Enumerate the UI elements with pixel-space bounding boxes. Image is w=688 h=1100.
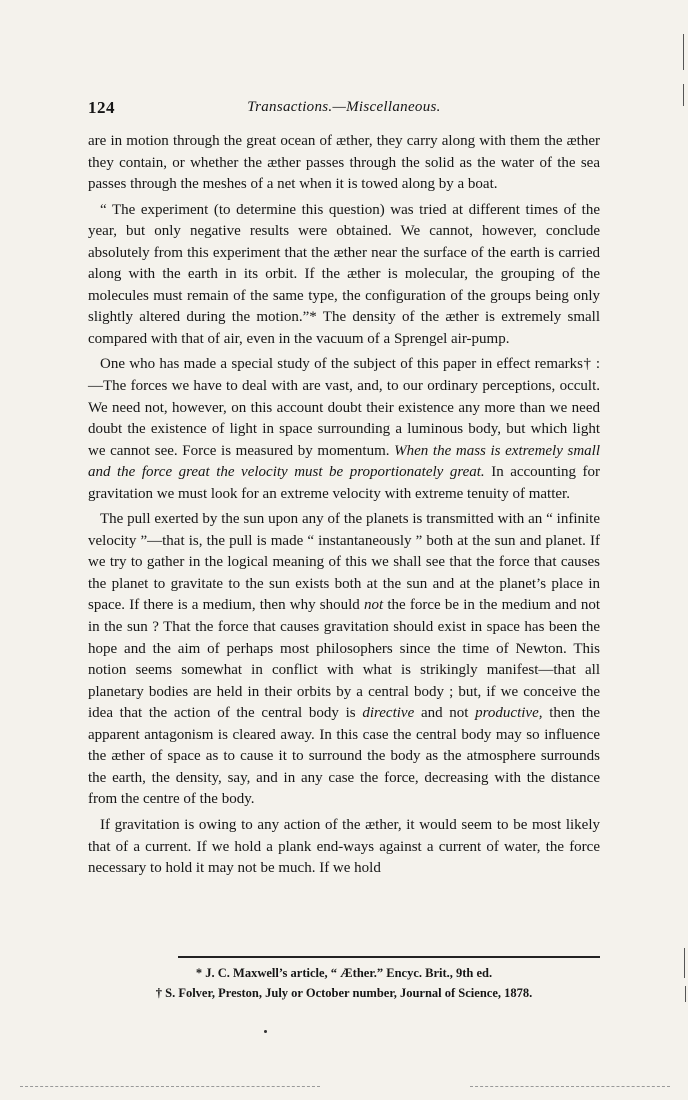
scan-edge-mark (685, 986, 686, 1002)
scan-bottom-mark (470, 1086, 670, 1087)
paragraph-continuation: are in motion through the great ocean of æther, they carry along with them the æther they contain, or whether the æther passes through the solid as the water of the sea passes through the meshes of a net when it is towed along by a boat. (88, 133, 600, 193)
footnote-rule (178, 956, 600, 958)
paragraph-pull-italic-directive: directive (362, 705, 415, 722)
page-number: 124 (88, 98, 115, 117)
footnote-maxwell: * J. C. Maxwell’s article, “ Æther.” Encyc. Brit., 9th ed. (195, 966, 493, 980)
paragraph-forces (88, 354, 600, 505)
paragraph-pull-italic-not: not (364, 597, 384, 614)
paragraph-pull-text-c: then the apparent antagonism is cleared away. In this case the central body may so influence the æther of space as to cause it to surround the body as the atmosphere surrounds the earth, the density, say, and in any case the force, decreasing with the distance from the centre of the body. (88, 705, 601, 808)
scan-edge-mark (683, 34, 684, 70)
paragraph-pull-italic-productive: productive, (475, 705, 543, 722)
page-header (88, 98, 600, 122)
footnote-folver: † S. Folver, Preston, July or October number, Journal of Science, 1878. (155, 986, 533, 1000)
scan-bottom-mark (20, 1086, 320, 1087)
scan-speck (264, 1030, 267, 1033)
running-title: Transactions.—Miscellaneous. (247, 99, 441, 115)
paragraph-forces-text-a: One who has made a special study of the subject of this paper in effect remarks† :—The forces we have to deal with are vast, and, to our ordinary perceptions, occult. We need not, however, on this account doubt their existence any more than we need doubt the existence of light in space surrounding a luminous body, but which light we cannot see. Force is measured by momentum. (88, 356, 600, 459)
paragraph-pull-and-not: and not (420, 705, 469, 722)
scan-edge-mark (684, 948, 685, 978)
paragraph-pull-text-b: the force be in the medium and not in the sun ? That the force that causes gravitation should exist in space has been the hope and the aim of perhaps most philosophers since the time of Newton. This notion seems somewhat in conflict with what is strikingly manifest—that all planetary bodies are held in their orbits by a central body ; but, if we conceive the idea that the action of the central body is (88, 597, 601, 722)
paragraph-pull-text-a: The pull exerted by the sun upon any of the planets is transmitted with an “ infinite velocity ”—that is, the pull is made “ instantaneously ” both at the sun and planet. If we try to gather in the logical meaning of this we shall see that the force that causes the planet to gravitate to the sun exists both at the sun and at the planet’s place in space. If there is a medium, then why should (88, 511, 600, 614)
footnotes (88, 963, 600, 1003)
paragraph-forces-text-b: In accounting for gravitation we must look for an extreme velocity with extreme tenuity of matter. (88, 464, 601, 502)
paragraph-quotation: “ The experiment (to determine this question) was tried at different times of the year, but only negative results were obtained. We cannot, however, conclude absolutely from this experiment that the æther near the surface of the earth is carried along with the earth in its orbit. If the æther is molecular, the grouping of the molecules must remain of the same type, the configuration of the groups being only slightly altered during the motion.”* The density of the æther is extremely small compared with that of air, even in the vacuum of a Sprengel air-pump. (88, 201, 600, 347)
paragraph-current: If gravitation is owing to any action of the æther, it would seem to be most likely that of a current. If we hold a plank end-ways against a current of water, the force necessary to hold it may not be much. If we hold (88, 816, 600, 877)
body-text (88, 131, 600, 884)
scan-edge-mark (683, 84, 684, 106)
paragraph-pull (88, 509, 600, 811)
paragraph-forces-italic: When the mass is extremely small and the force great the velocity must be proportionately great. (88, 442, 601, 481)
